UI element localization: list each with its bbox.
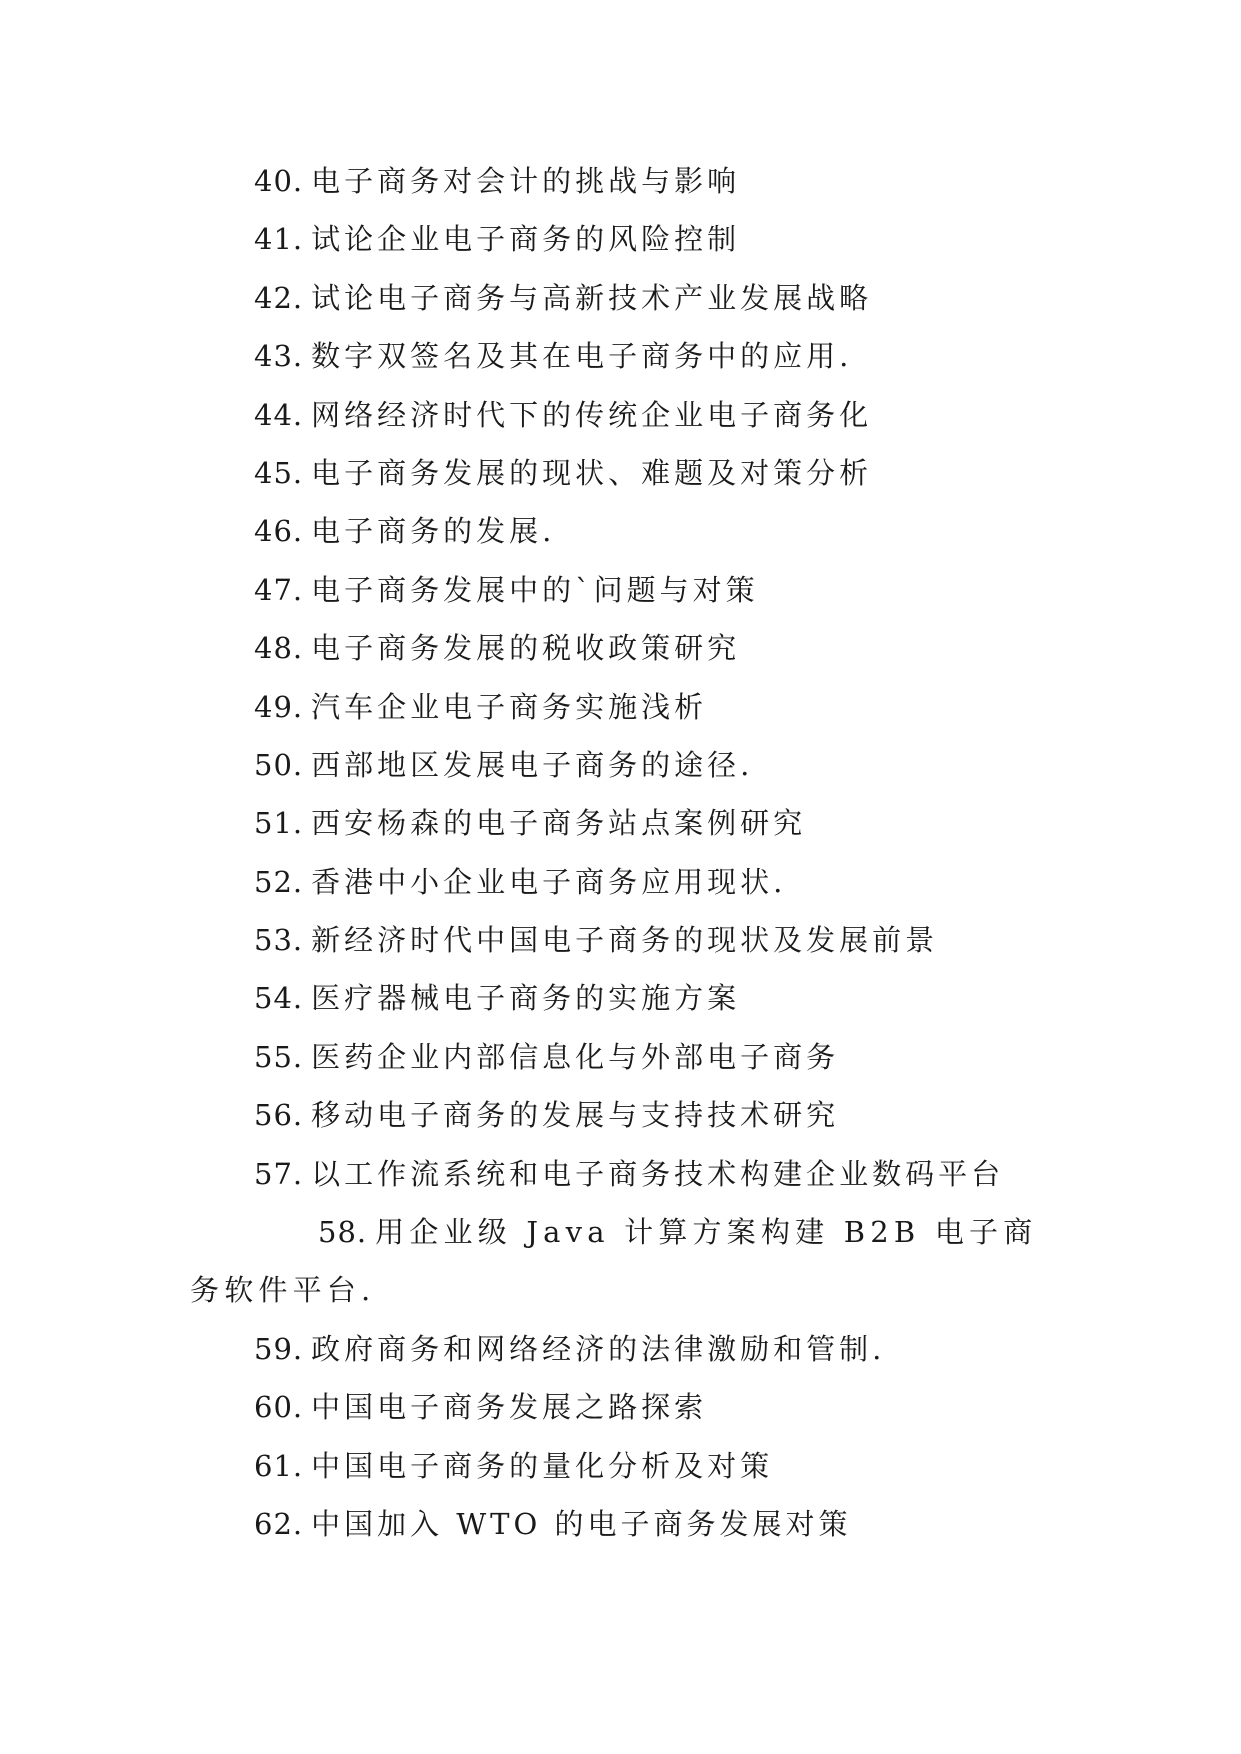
item-number: 47. bbox=[254, 572, 304, 607]
item-text: 中国加入 WTO 的电子商务发展对策 bbox=[311, 1507, 852, 1542]
item-number: 46. bbox=[254, 514, 304, 549]
item-text: 以工作流系统和电子商务技术构建企业数码平台 bbox=[311, 1156, 1005, 1191]
item-number: 53. bbox=[254, 923, 304, 958]
item-text: 新经济时代中国电子商务的现状及发展前景 bbox=[311, 923, 939, 958]
list-item bbox=[190, 502, 1060, 560]
topic-list bbox=[190, 152, 1060, 1553]
item-number: 43. bbox=[254, 339, 304, 374]
list-item bbox=[190, 1145, 1060, 1203]
item-text: 电子商务发展的现状、难题及对策分析 bbox=[311, 455, 873, 490]
list-item bbox=[190, 1437, 1060, 1495]
item-text: 汽车企业电子商务实施浅析 bbox=[311, 689, 708, 724]
list-item bbox=[190, 386, 1060, 444]
list-item bbox=[190, 1495, 1060, 1553]
item-number: 50. bbox=[254, 747, 304, 782]
item-number: 45. bbox=[254, 455, 304, 490]
item-text: 香港中小企业电子商务应用现状. bbox=[311, 864, 787, 899]
list-item bbox=[190, 619, 1060, 677]
list-item bbox=[190, 1320, 1060, 1378]
item-number: 58. bbox=[318, 1215, 368, 1250]
item-text: 电子商务对会计的挑战与影响 bbox=[311, 164, 741, 198]
item-number: 41. bbox=[254, 222, 304, 257]
item-number: 59. bbox=[254, 1331, 304, 1366]
list-item bbox=[190, 1028, 1060, 1086]
list-item bbox=[190, 152, 1060, 210]
list-item bbox=[190, 678, 1060, 736]
item-text: 试论电子商务与高新技术产业发展战略 bbox=[311, 280, 873, 315]
item-number: 40. bbox=[254, 164, 304, 198]
item-text: 电子商务的发展. bbox=[311, 514, 556, 549]
item-text: 移动电子商务的发展与支持技术研究 bbox=[311, 1098, 840, 1133]
item-number: 51. bbox=[254, 806, 304, 841]
item-number: 60. bbox=[254, 1390, 304, 1425]
item-text: 中国电子商务的量化分析及对策 bbox=[311, 1448, 774, 1483]
item-number: 52. bbox=[254, 864, 304, 899]
item-number: 42. bbox=[254, 280, 304, 315]
list-item bbox=[190, 327, 1060, 385]
list-item bbox=[190, 911, 1060, 969]
list-item bbox=[190, 210, 1060, 268]
item-text: 电子商务发展中的`问题与对策 bbox=[311, 572, 759, 607]
item-number: 48. bbox=[254, 631, 304, 666]
item-number: 61. bbox=[254, 1448, 304, 1483]
item-number: 55. bbox=[254, 1039, 304, 1074]
list-item bbox=[190, 561, 1060, 619]
item-number: 44. bbox=[254, 397, 304, 432]
list-item bbox=[190, 736, 1060, 794]
item-number: 62. bbox=[254, 1507, 304, 1542]
item-text: 医药企业内部信息化与外部电子商务 bbox=[311, 1039, 840, 1074]
item-number: 54. bbox=[254, 981, 304, 1016]
list-item bbox=[190, 1086, 1060, 1144]
item-text: 数字双签名及其在电子商务中的应用. bbox=[311, 339, 853, 374]
item-number: 56. bbox=[254, 1098, 304, 1133]
item-text: 中国电子商务发展之路探索 bbox=[311, 1390, 708, 1425]
item-text: 电子商务发展的税收政策研究 bbox=[311, 631, 741, 666]
item-number: 49. bbox=[254, 689, 304, 724]
list-item bbox=[190, 794, 1060, 852]
item-text: 政府商务和网络经济的法律激励和管制. bbox=[311, 1331, 886, 1366]
item-text: 西安杨森的电子商务站点案例研究 bbox=[311, 806, 807, 841]
item-text: 用企业级 Java 计算方案构建 B2B 电子商务软件平台. bbox=[190, 1215, 1038, 1308]
item-text: 西部地区发展电子商务的途径. bbox=[311, 747, 754, 782]
item-text: 医疗器械电子商务的实施方案 bbox=[311, 981, 741, 1016]
item-text: 试论企业电子商务的风险控制 bbox=[311, 222, 741, 257]
list-item bbox=[190, 1378, 1060, 1436]
item-number: 57. bbox=[254, 1156, 304, 1191]
list-item bbox=[190, 853, 1060, 911]
item-text: 网络经济时代下的传统企业电子商务化 bbox=[311, 397, 873, 432]
list-item bbox=[190, 969, 1060, 1027]
list-item bbox=[190, 269, 1060, 327]
list-item bbox=[190, 444, 1060, 502]
list-item-wrapped bbox=[190, 1203, 1060, 1320]
